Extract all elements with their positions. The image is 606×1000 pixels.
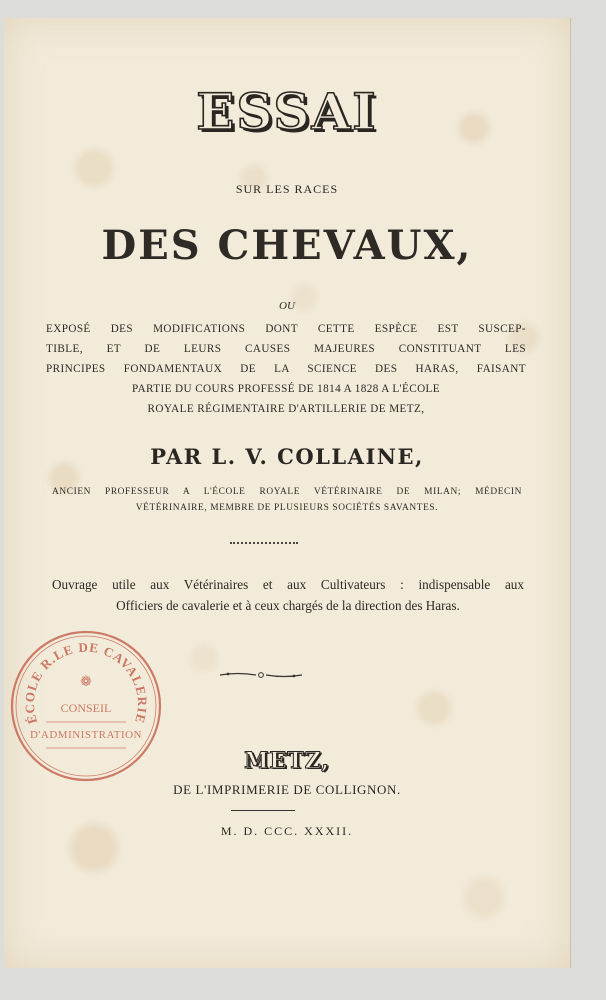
conjunction-ou: OU (279, 300, 295, 312)
imprint-rule (231, 810, 295, 811)
imprint-printer: DE L'IMPRIMERIE DE COLLIGNON. (173, 782, 401, 797)
author-credentials-line: ANCIEN PROFESSEUR A L'ÉCOLE ROYALE VÉTÉRINAIRE DE MILAN; MÉDECIN (52, 487, 522, 497)
author-name: PAR L. V. COLLAINE, (150, 444, 424, 469)
description-line: TIBLE, ET DE LEURS CAUSES MAJEURES CONSTITUANT LES (46, 343, 526, 355)
imprint-date: M. D. CCC. XXXII. (220, 824, 354, 838)
audience-note (52, 574, 524, 616)
description-block (46, 319, 526, 419)
ornamental-rule (230, 542, 298, 547)
svg-text:❁: ❁ (80, 674, 92, 690)
audience-line: Officiers de cavalerie et à ceux chargés de la direction des Haras. (116, 598, 460, 613)
audience-line: Ouvrage utile aux Vétérinaires et aux Cultivateurs : indispensable aux (52, 577, 524, 592)
library-stamp (6, 626, 166, 786)
stamp-line-1: CONSEIL (60, 701, 112, 715)
description-line: ROYALE RÉGIMENTAIRE D'ARTILLERIE DE METZ, (147, 403, 425, 415)
title-essai: ESSAI (196, 82, 378, 141)
stamp-line-2: D'ADMINISTRATION (29, 729, 143, 741)
description-line: PARTIE DU COURS PROFESSÉ DE 1814 A 1828 A L'ÉCOLE (131, 383, 441, 395)
title-main: DES CHEVAUX, (101, 222, 473, 269)
description-line: PRINCIPES FONDAMENTAUX DE LA SCIENCE DES HARAS, FAISANT (46, 363, 526, 375)
stamp-ring-text: ÉCOLE R.LE DE CAVALERIE (21, 639, 151, 726)
title-page (4, 18, 571, 968)
imprint-city: METZ, (244, 748, 330, 774)
author-credentials (52, 484, 522, 516)
subtitle-races: SUR LES RACES (235, 182, 339, 196)
flourish-divider (218, 670, 304, 680)
description-line: EXPOSÉ DES MODIFICATIONS DONT CETTE ESPÈCE EST SUSCEP- (46, 323, 526, 335)
author-credentials-line: VÉTÉRINAIRE, MEMBRE DE PLUSIEURS SOCIÉTÉS SAVANTES. (135, 503, 439, 513)
